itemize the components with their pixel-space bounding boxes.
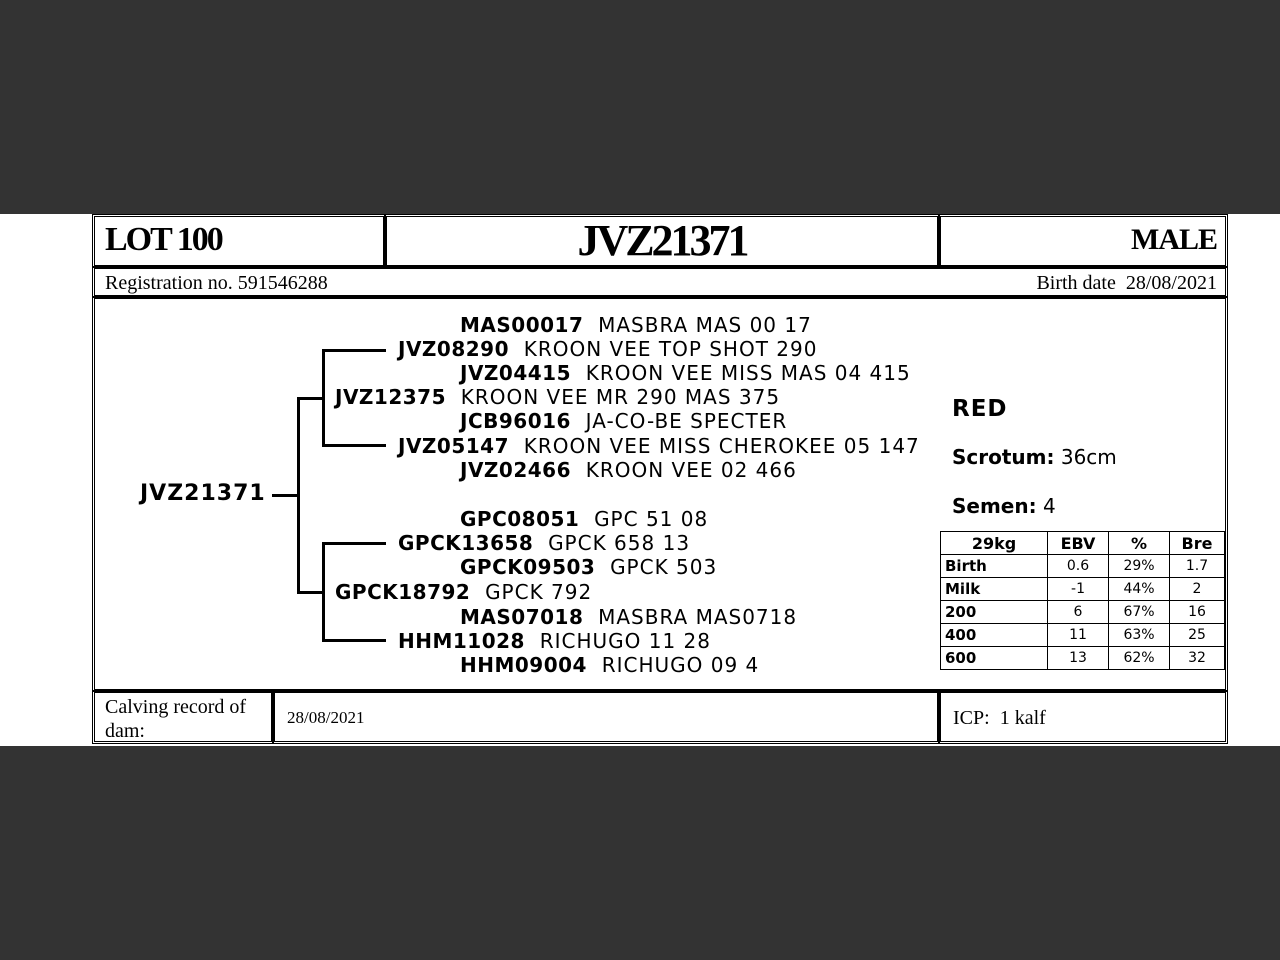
icp-info <box>953 707 1046 730</box>
pedigree-sire-dam: JVZ05147 KROON VEE MISS CHEROKEE 05 147 <box>398 434 920 458</box>
sex-box <box>938 214 1228 268</box>
tree-line-to-sire-dam <box>322 444 386 447</box>
ebv-trait: 200 <box>941 601 1048 624</box>
tree-line-to-dam-dam <box>322 639 386 642</box>
ebv-table <box>940 531 1225 670</box>
ebv-bre: 2 <box>1170 578 1225 601</box>
calving-label: Calving record of dam: <box>105 696 247 742</box>
ebv-value: 6 <box>1048 601 1109 624</box>
birth-date-label: Birth date <box>1036 272 1116 294</box>
semen-label: Semen: <box>952 494 1037 518</box>
ebv-bre: 16 <box>1170 601 1225 624</box>
page-title: JVZ21371 <box>577 216 747 265</box>
tree-line-subject <box>272 494 298 497</box>
tree-line-sire-vertical <box>322 349 325 447</box>
scrotum-info <box>952 445 1117 469</box>
ebv-value: 13 <box>1048 647 1109 670</box>
registration-info <box>105 272 328 295</box>
colour: RED <box>952 396 1008 422</box>
scrotum-label: Scrotum: <box>952 445 1055 469</box>
ebv-trait: 400 <box>941 624 1048 647</box>
ebv-bre: 25 <box>1170 624 1225 647</box>
birth-info <box>1036 272 1217 295</box>
pedigree-dam-dam-sire: MAS07018 MASBRA MAS0718 <box>460 605 798 629</box>
pedigree-dam-dam: HHM11028 RICHUGO 11 28 <box>398 629 711 653</box>
tree-line-root-vertical <box>297 397 300 593</box>
pedigree-dam-sire-dam: GPCK09503 GPCK 503 <box>460 555 718 579</box>
tree-line-to-sire-sire <box>322 349 386 352</box>
ebv-value: -1 <box>1048 578 1109 601</box>
table-row <box>941 624 1225 647</box>
ebv-percent: 67% <box>1109 601 1170 624</box>
ebv-trait: 600 <box>941 647 1048 670</box>
pedigree-sire-dam-sire: JCB96016 JA-CO-BE SPECTER <box>460 409 788 433</box>
pedigree-dam-dam-dam: HHM09004 RICHUGO 09 4 <box>460 653 760 677</box>
lot-number: LOT 100 <box>105 221 222 258</box>
ebv-header-bre: Bre <box>1170 532 1225 555</box>
registration-row <box>92 266 1228 298</box>
ebv-trait: Birth <box>941 555 1048 578</box>
pedigree-sire-sire-sire: MAS00017 MASBRA MAS 00 17 <box>460 313 812 337</box>
tree-line-dam-vertical <box>322 542 325 642</box>
pedigree-sire-sire-dam: JVZ04415 KROON VEE MISS MAS 04 415 <box>460 361 911 385</box>
tree-line-to-sire <box>297 397 325 400</box>
ebv-header-weight: 29kg <box>941 532 1048 555</box>
sale-lot-card <box>0 214 1280 746</box>
tree-line-to-dam-sire <box>322 542 386 545</box>
pedigree-sire-dam-dam: JVZ02466 KROON VEE 02 466 <box>460 458 797 482</box>
ebv-header-pct: % <box>1109 532 1170 555</box>
ebv-header-ebv: EBV <box>1048 532 1109 555</box>
ebv-percent: 63% <box>1109 624 1170 647</box>
pedigree-sire: JVZ12375 KROON VEE MR 290 MAS 375 <box>335 385 781 409</box>
ebv-bre: 1.7 <box>1170 555 1225 578</box>
scrotum-value: 36cm <box>1060 445 1117 469</box>
calving-value: 28/08/2021 <box>287 708 365 727</box>
ebv-value: 0.6 <box>1048 555 1109 578</box>
table-row <box>941 578 1225 601</box>
ebv-trait: Milk <box>941 578 1048 601</box>
semen-info <box>952 494 1056 518</box>
pedigree-sire-sire: JVZ08290 KROON VEE TOP SHOT 290 <box>398 337 818 361</box>
ebv-percent: 44% <box>1109 578 1170 601</box>
animal-id-box <box>384 214 940 268</box>
registration-label: Registration no. <box>105 272 233 294</box>
pedigree-dam-sire-sire: GPC08051 GPC 51 08 <box>460 507 709 531</box>
icp-label: ICP: <box>953 707 990 729</box>
pedigree-subject: JVZ21371 <box>140 481 266 506</box>
semen-value: 4 <box>1042 494 1056 518</box>
table-row <box>941 601 1225 624</box>
icp-box <box>938 690 1228 744</box>
birth-date: 28/08/2021 <box>1125 272 1217 294</box>
lot-box <box>92 214 386 268</box>
sex-label: MALE <box>1131 223 1217 256</box>
table-row <box>941 647 1225 670</box>
ebv-percent: 29% <box>1109 555 1170 578</box>
ebv-header-row <box>941 532 1225 555</box>
ebv-bre: 32 <box>1170 647 1225 670</box>
registration-number: 591546288 <box>237 272 328 294</box>
ebv-percent: 62% <box>1109 647 1170 670</box>
pedigree-dam: GPCK18792 GPCK 792 <box>335 580 593 604</box>
icp-value: 1 kalf <box>999 707 1046 729</box>
calving-label-box <box>92 690 274 744</box>
table-row <box>941 555 1225 578</box>
ebv-value: 11 <box>1048 624 1109 647</box>
tree-line-to-dam <box>297 591 325 594</box>
pedigree-dam-sire: GPCK13658 GPCK 658 13 <box>398 531 691 555</box>
calving-value-box <box>272 690 940 744</box>
